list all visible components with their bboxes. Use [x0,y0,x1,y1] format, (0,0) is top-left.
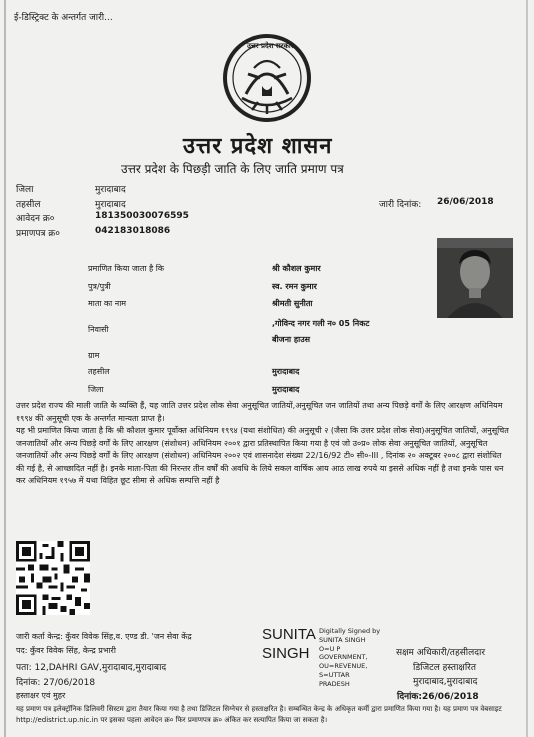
qr-code [16,541,90,615]
caste-paragraph-1: उत्तर प्रदेश राज्य की माली जाति के व्यक्ति हैं, यह जाति उत्तर प्रदेश लोक सेवा अनुसूचित जातियों,अनुसूचित जन जातियों तथा अन्य पिछड़े वर्गों के लिए आरक्षण अधिनियम १९९४ की अनुसूची एक के अन्तर्गत मान्यता प्राप्त है। [16,401,503,423]
meta-tehsil-value: मुरादाबाद [95,200,126,210]
resident-value-1: ,गोविन्द नगर गली न० 05 निकट [272,319,370,328]
footer-note: यह प्रमाण पत्र इलेक्ट्रॉनिक डिलिवरी सिस्टम द्वारा तैयार किया गया है तथा डिजिटल सिग्नेचर से हस्ताक्षरित है। सम्बन्धित केन्द्र के अधिकृत कर्मी द्वारा प्रमाणित किया गया है। यह प्रमाण पत्र वेबसाइट http://edistrict.up.nic.in पर इसका पहला आवेदन क्र० फिर प्रमाणपत्र क्र० अंकित कर सत्यापित किया जा सकता है। [16,705,502,724]
authority-title: सक्षम अधिकारी/तहसीलदार [396,648,486,658]
certificate-label: प्रमाणपत्र क्र० [16,229,60,239]
meta-district-value: मुरादाबाद [95,185,126,195]
digital-signature-details: Digitally Signed by SUNITA SINGH O=U P GOVERNMENT, OU=REVENUE, S=UTTAR PRADESH [319,627,381,688]
emblem-text: उत्तर प्रदेश सरकार [247,42,294,50]
authority-place: मुरादाबाद,मुरादाबाद [413,677,478,687]
details-tehsil-label: तहसील [88,367,110,376]
details-district-label: जिला [88,385,104,394]
issuer-center: जारी कर्ता केन्द्र: कुँवर विवेक सिंह,व. एण्ड डी. 'जन सेवा केंद्र [16,632,192,641]
issuer-post: पद: कुँवर विवेक सिंह, केन्द्र प्रभारी [16,646,116,655]
issue-date-label: जारी दिनांक: [379,200,422,210]
issue-date-value: 26/06/2018 [437,197,494,207]
mother-label: माता का नाम [88,299,127,308]
signer-name-line-1: SUNITA [262,626,316,643]
details-tehsil-value: मुरादाबाद [272,367,300,376]
resident-label: निवासी [88,325,109,334]
issuer-address: पता: 12,DAHRI GAV,मुरादाबाद,मुरादाबाद [16,663,167,673]
certified-label: प्रमाणित किया जाता है कि [88,264,165,273]
meta-district-label: जिला [16,185,34,195]
certificate-number: 042183018086 [95,226,171,236]
scan-edge-right [526,0,528,737]
page-title: उत्तर प्रदेश शासन [183,133,333,159]
scan-edge-left [4,0,6,737]
certified-value: श्री कौशल कुमार [272,264,321,273]
authority-digital: डिजिटल हस्ताक्षरित [413,663,476,673]
header-note: ई-डिस्ट्रिक्ट के अन्तर्गत जारी... [14,13,113,23]
caste-paragraph-2: यह भी प्रमाणित किया जाता है कि श्री कौशल कुमार पूर्वोक्त अधिनियम १९९४ (यथा संशोधित) की अनुसूची २ (जैसा कि उत्तर प्रदेश लोक सेवा)अनुसूचित जातियों, अनुसूचित जनजातियों और अन्य पिछड़े वर्गों के लिए आरक्षण (संशोधन) अधिनियम २००१ द्वारा प्रतिस्थापित किया गया है एवं जो उ०प्र० लोक सेवा अनुसूचित जातियों, अनुसूचित जनजातियों और अन्य पिछड़े वर्गों के लिए आरक्षण (संशोधन) अधिनियम २००२ एवं शासनादेश संख्या 22/16/92 टी० सी०-III , दिनांक २० अक्टूबर २००८ द्वारा संशोधित की गई है, से आच्छादित नहीं है। इनके माता-पिता की निरन्तर तीन वर्षों की अवधि के लिये सकल वार्षिक आय आठ लाख रुपये या इससे अधिक नहीं है तथा इनके पास धन कर अधिनियम १९५७ में यथा विहित छूट सीमा से अधिक सम्पत्ति नहीं है [16,426,509,486]
son-value: स्व. रमन कुमार [272,282,317,291]
issuer-sign-label: हस्ताक्षर एवं मुहर [16,691,66,700]
signer-name-line-2: SINGH [262,645,310,662]
page-subtitle: उत्तर प्रदेश के पिछड़ी जाति के लिए जाति प्रमाण पत्र [121,162,344,176]
mother-value: श्रीमती सुनीता [272,299,313,308]
application-label: आवेदन क्र० [16,214,55,224]
meta-tehsil-label: तहसील [16,200,41,210]
authority-date: दिनांक:26/06/2018 [397,692,479,702]
son-label: पुत्र/पुत्री [88,282,111,291]
applicant-photo [437,238,513,318]
resident-value-2: बीजना हाउस [272,335,310,344]
issuer-date: दिनांक: 27/06/2018 [16,678,96,688]
application-number: 181350030076595 [95,211,189,221]
village-label: ग्राम [88,351,100,360]
details-district-value: मुरादाबाद [272,385,300,394]
